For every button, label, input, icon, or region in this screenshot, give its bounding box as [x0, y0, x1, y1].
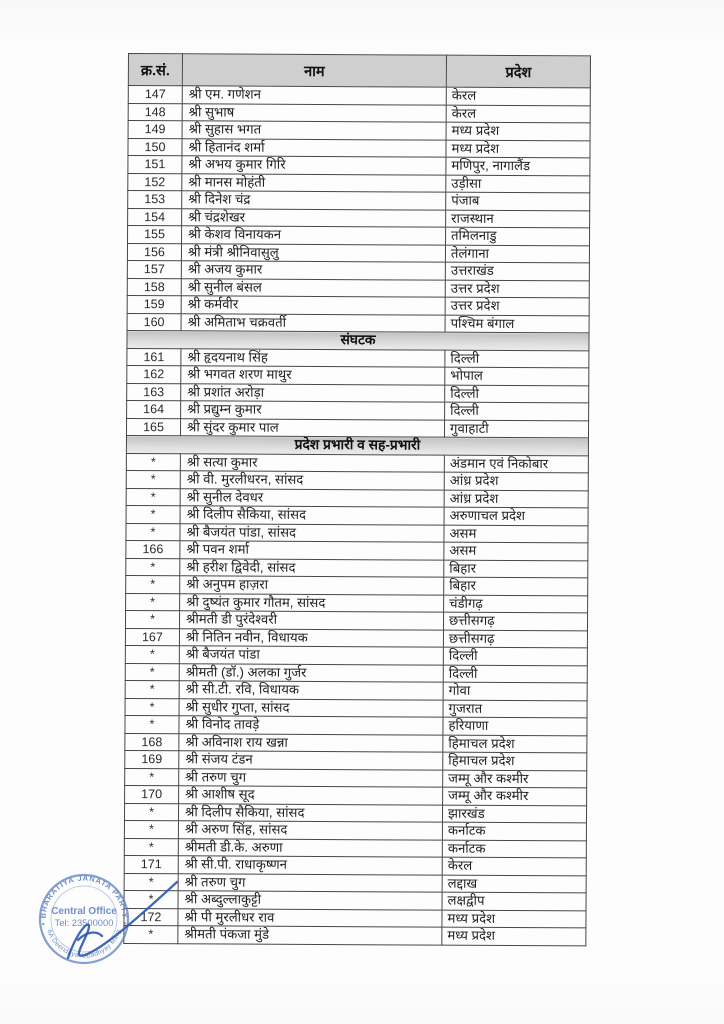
cell-name: श्री केशव विनायकन: [182, 226, 446, 245]
cell-state: कर्नाटक: [442, 840, 586, 858]
stamp-center-line1: Central Office: [51, 906, 117, 917]
cell-name: श्री दिलीप सैकिया, सांसद: [180, 506, 444, 525]
cell-state: तमिलनाडु: [446, 227, 590, 245]
cell-state: अरुणाचल प्रदेश: [444, 507, 588, 525]
cell-sno: *: [124, 803, 178, 821]
cell-sno: *: [126, 593, 180, 611]
table-row: [127, 278, 589, 298]
table-row: [125, 610, 587, 630]
cell-name: श्रीमती (डॉ.) अलका गुर्जर: [179, 663, 443, 682]
table-row: [128, 191, 590, 211]
cell-sno: 161: [127, 348, 181, 366]
cell-sno: *: [125, 698, 179, 716]
cell-name: श्री सुभाष: [182, 103, 446, 122]
stamp-address-arc-text: 6A Deendayal Upadhyay Marg: [45, 928, 123, 960]
cell-sno: 164: [127, 400, 181, 418]
cell-sno: 148: [128, 103, 182, 121]
column-header-serial: क्र.सं.: [128, 54, 182, 86]
cell-sno: *: [125, 610, 179, 628]
table-row: [126, 575, 588, 595]
cell-state: दिल्ली: [445, 350, 589, 368]
table-row: [126, 453, 588, 473]
table-row: [127, 295, 589, 315]
cell-state: उत्तर प्रदेश: [445, 280, 589, 298]
table-row: [126, 523, 588, 543]
cell-state: गोवा: [443, 682, 587, 700]
cell-sno: 171: [124, 855, 178, 873]
cell-state: लक्षद्वीप: [442, 892, 586, 910]
table-row: [125, 733, 587, 753]
cell-state: असम: [444, 525, 588, 543]
cell-name: श्री अरुण सिंह, सांसद: [178, 821, 442, 840]
cell-sno: 152: [128, 173, 182, 191]
cell-name: श्री नितिन नवीन, विधायक: [179, 628, 443, 647]
cell-name: श्री प्रशांत अरोड़ा: [181, 383, 445, 402]
cell-state: दिल्ली: [445, 402, 589, 420]
table-row: [126, 558, 588, 578]
cell-name: श्री प्रद्युम्न कुमार: [181, 401, 445, 420]
cell-state: उत्तराखंड: [445, 262, 589, 280]
cell-sno: 167: [125, 628, 179, 646]
table-row: [128, 86, 590, 106]
cell-sno: 160: [127, 313, 181, 331]
table-row: [128, 121, 590, 141]
cell-name: श्री एम. गणेशन: [182, 86, 446, 105]
column-header-state: प्रदेश: [446, 55, 590, 88]
cell-sno: *: [125, 645, 179, 663]
cell-sno: *: [125, 680, 179, 698]
table-row: [125, 698, 587, 718]
cell-state: झारखंड: [442, 805, 586, 823]
table-row: [127, 383, 589, 403]
table-row: [128, 156, 590, 176]
cell-sno: *: [126, 488, 180, 506]
cell-sno: 159: [127, 295, 181, 313]
cell-name: श्री चंद्रशेखर: [182, 208, 446, 227]
cell-name: श्री सुंदर कुमार पाल: [180, 418, 444, 437]
table-row: [124, 820, 586, 840]
cell-state: पश्चिम बंगाल: [445, 315, 589, 333]
cell-sno: *: [124, 925, 178, 943]
cell-state: मणिपुर, नागालैंड: [446, 157, 590, 175]
table-row: [126, 593, 588, 613]
cell-name: श्री अविनाश राय खन्ना: [179, 733, 443, 752]
cell-sno: 151: [128, 156, 182, 174]
cell-state: पंजाब: [446, 192, 590, 210]
cell-sno: *: [126, 558, 180, 576]
cell-state: केरल: [446, 105, 590, 123]
table-row: [125, 680, 587, 700]
cell-state: उड़ीसा: [446, 175, 590, 193]
table-row: [126, 488, 588, 508]
table-row: [125, 663, 587, 683]
cell-state: तेलंगाना: [445, 245, 589, 263]
cell-sno: *: [124, 820, 178, 838]
table-row: [125, 645, 587, 665]
cell-sno: *: [125, 768, 179, 786]
cell-state: गुवाहाटी: [444, 420, 588, 438]
stamp-center-line2: Tel: 23500000: [54, 917, 114, 928]
cell-sno: *: [126, 575, 180, 593]
cell-state: अंडमान एवं निकोबार: [444, 455, 588, 473]
cell-name: श्री अभय कुमार गिरि: [182, 156, 446, 175]
cell-sno: 149: [128, 121, 182, 139]
cell-name: श्री सुहास भगत: [182, 121, 446, 140]
cell-name: श्री वी. मुरलीधरन, सांसद: [180, 471, 444, 490]
cell-name: श्री सुधीर गुप्ता, सांसद: [179, 698, 443, 717]
cell-state: बिहार: [444, 560, 588, 578]
cell-state: लद्दाख: [442, 875, 586, 893]
cell-name: श्री दिलीप सैकिया, सांसद: [178, 803, 442, 822]
cell-name: श्री बैजयंत पांडा, सांसद: [180, 523, 444, 542]
cell-sno: *: [124, 838, 178, 856]
cell-name: श्री सी.पी. राधाकृष्णन: [178, 856, 442, 875]
table-row: [127, 365, 589, 385]
cell-name: श्री दुष्यंत कुमार गौतम, सांसद: [180, 593, 444, 612]
cell-state: मध्य प्रदेश: [442, 910, 586, 928]
cell-name: श्री दिनेश चंद्र: [182, 191, 446, 210]
cell-state: छत्तीसगढ़: [443, 630, 587, 648]
cell-name: श्री सी.टी. रवि, विधायक: [179, 681, 443, 700]
roster-table-header: [128, 54, 590, 88]
cell-name: श्रीमती डी.के. अरुणा: [178, 838, 442, 857]
cell-name: श्री तरुण चुग: [178, 873, 442, 892]
cell-sno: 147: [128, 86, 182, 104]
cell-sno: 154: [128, 208, 182, 226]
table-row: [125, 785, 587, 805]
cell-state: उत्तर प्रदेश: [445, 297, 589, 315]
cell-name: श्री सुनील देवधर: [180, 488, 444, 507]
party-stamp: [30, 866, 220, 974]
table-row: [124, 838, 586, 858]
cell-state: आंध्र प्रदेश: [444, 472, 588, 490]
cell-sno: 150: [128, 138, 182, 156]
table-row: [126, 418, 588, 438]
cell-name: श्री मानस मोहंती: [182, 173, 446, 192]
table-row: [128, 226, 590, 246]
signature-flourish: [78, 933, 102, 940]
cell-state: छत्तीसगढ़: [443, 612, 587, 630]
cell-state: जम्मू और कश्मीर: [443, 770, 587, 788]
section-title: संघटक: [127, 330, 589, 350]
table-row: [126, 470, 588, 490]
cell-name: श्री अमिताभ चक्रवर्ती: [181, 313, 445, 332]
cell-state: आंध्र प्रदेश: [444, 490, 588, 508]
cell-name: श्री कर्मवीर: [181, 296, 445, 315]
table-row: [125, 750, 587, 770]
cell-state: मध्य प्रदेश: [446, 140, 590, 158]
cell-sno: *: [125, 663, 179, 681]
cell-state: चंडीगढ़: [444, 595, 588, 613]
cell-state: असम: [444, 542, 588, 560]
cell-sno: 157: [127, 260, 181, 278]
cell-sno: *: [126, 505, 180, 523]
table-row: [125, 628, 587, 648]
cell-state: केरल: [442, 857, 586, 875]
cell-sno: 166: [126, 540, 180, 558]
cell-sno: 158: [127, 278, 181, 296]
cell-name: श्री पी मुरलीधर राव: [178, 908, 442, 927]
table-row: [128, 173, 590, 193]
table-row: [124, 803, 586, 823]
cell-state: जम्मू और कश्मीर: [443, 787, 587, 805]
cell-name: श्री आशीष सूद: [179, 786, 443, 805]
cell-name: श्री हितानंद शर्मा: [182, 138, 446, 157]
cell-sno: *: [126, 523, 180, 541]
table-row: [128, 208, 590, 228]
header-row: [128, 54, 590, 88]
cell-state: बिहार: [444, 577, 588, 595]
cell-sno: 153: [128, 191, 182, 209]
table-row: [127, 243, 589, 263]
cell-sno: 155: [128, 226, 182, 244]
cell-sno: 169: [125, 750, 179, 768]
cell-state: मध्य प्रदेश: [442, 927, 586, 945]
cell-sno: 170: [125, 785, 179, 803]
cell-state: भोपाल: [445, 367, 589, 385]
cell-sno: 172: [124, 908, 178, 926]
table-row: [126, 540, 588, 560]
cell-state: केरल: [446, 87, 590, 105]
cell-name: श्री पवन शर्मा: [180, 541, 444, 560]
office-stamp-area: [30, 866, 220, 974]
table-row: [127, 400, 589, 420]
cell-state: हिमाचल प्रदेश: [443, 735, 587, 753]
table-row: [125, 715, 587, 735]
cell-sno: *: [124, 873, 178, 891]
table-row: [127, 313, 589, 333]
cell-sno: *: [126, 470, 180, 488]
cell-state: दिल्ली: [443, 665, 587, 683]
roster-table: [123, 53, 591, 946]
column-header-name: नाम: [182, 54, 446, 87]
cell-name: श्रीमती पंकजा मुंडे: [178, 926, 442, 945]
table-row: [128, 103, 590, 123]
cell-name: श्री तरुण चुग: [179, 768, 443, 787]
cell-state: दिल्ली: [445, 385, 589, 403]
section-title: प्रदेश प्रभारी व सह-प्रभारी: [126, 435, 588, 455]
table-row: [126, 505, 588, 525]
cell-name: श्री अनुपम हाज़रा: [180, 576, 444, 595]
cell-name: श्री सुनील बंसल: [181, 278, 445, 297]
cell-state: हरियाणा: [443, 717, 587, 735]
table-row: [127, 260, 589, 280]
cell-sno: 168: [125, 733, 179, 751]
cell-state: गुजरात: [443, 700, 587, 718]
cell-state: मध्य प्रदेश: [446, 122, 590, 140]
cell-state: दिल्ली: [443, 647, 587, 665]
cell-name: श्री अब्दुल्लाकुट्टी: [178, 891, 442, 910]
cell-name: श्री संजय टंडन: [179, 751, 443, 770]
cell-name: श्री विनोद तावड़े: [179, 716, 443, 735]
cell-sno: 156: [127, 243, 181, 261]
stamp-org-arc-text: • BHARATIYA JANATA PARTY •: [38, 873, 130, 926]
cell-name: श्री अजय कुमार: [181, 261, 445, 280]
cell-state: राजस्थान: [446, 210, 590, 228]
table-row: [127, 348, 589, 368]
cell-name: श्री हरीश द्विवेदी, सांसद: [180, 558, 444, 577]
cell-sno: *: [124, 890, 178, 908]
cell-name: श्रीमती डी पुरंदेश्वरी: [179, 611, 443, 630]
cell-name: श्री भगवत शरण माथुर: [181, 366, 445, 385]
cell-sno: *: [126, 453, 180, 471]
cell-sno: *: [125, 715, 179, 733]
cell-state: कर्नाटक: [442, 822, 586, 840]
cell-sno: 162: [127, 365, 181, 383]
cell-name: श्री मंत्री श्रीनिवासुलु: [181, 243, 445, 262]
cell-sno: 163: [127, 383, 181, 401]
table-row: [125, 768, 587, 788]
table-row: [128, 138, 590, 158]
cell-state: हिमाचल प्रदेश: [443, 752, 587, 770]
cell-name: श्री हृदयनाथ सिंह: [181, 348, 445, 367]
cell-sno: 165: [126, 418, 180, 436]
roster-table-body: [124, 86, 590, 946]
cell-name: श्री बैजयंत पांडा: [179, 646, 443, 665]
cell-name: श्री सत्या कुमार: [180, 453, 444, 472]
